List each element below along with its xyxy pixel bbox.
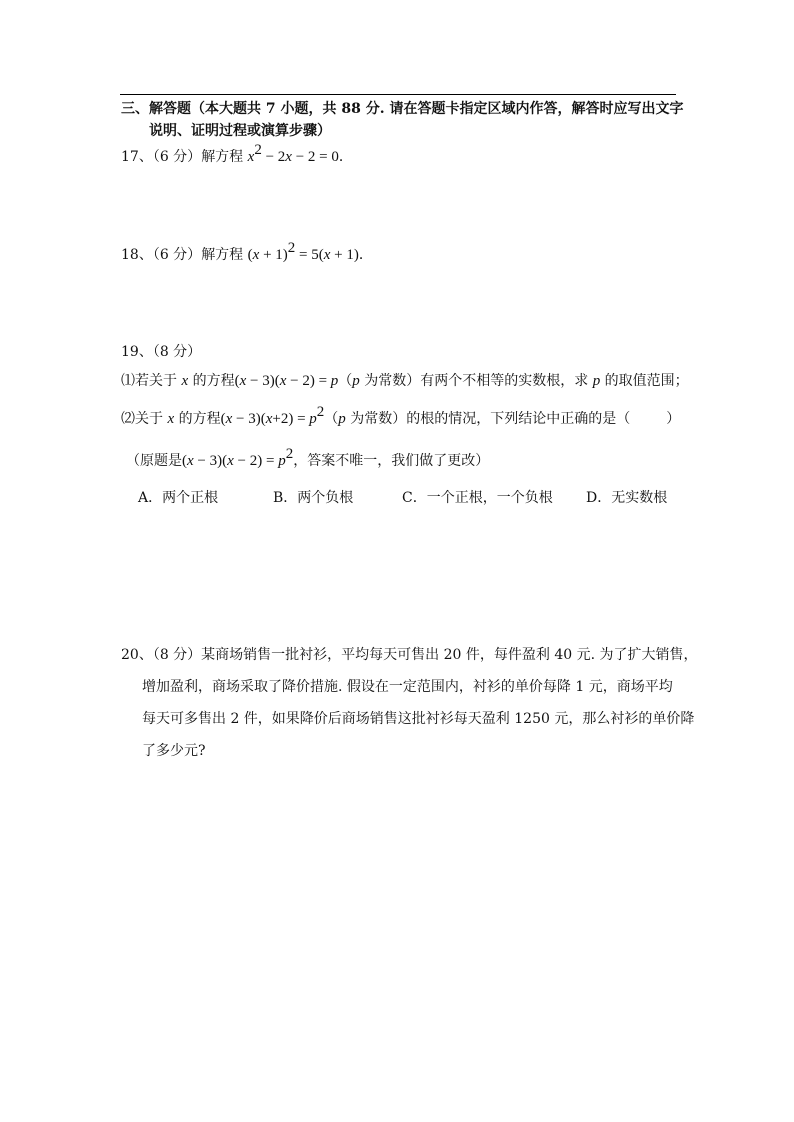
question-19-note: （原题是$(x - 3)(x - 2) = p^2$，答案不唯一，我们做了更改） — [126, 446, 490, 469]
option-c: C．一个正根，一个负根 — [402, 490, 553, 506]
option-b: B．两个负根 — [273, 490, 354, 506]
question-20-line4: 了多少元? — [142, 743, 206, 759]
question-17: 17、（6 分）解方程 $x^2 - 2x - 2 = 0$． — [121, 142, 353, 165]
question-18: 18、（6 分）解方程 $(x + 1)^2 = 5(x + 1)$． — [121, 240, 373, 263]
question-20-line2: 增加盈利，商场采取了降价措施. 假设在一定范围内，衬衫的单价每降 1 元，商场平均 — [142, 679, 673, 695]
question-19-part1: ⑴若关于 x 的方程(x − 3)(x − 2) = p（p 为常数）有两个不相等的实数根，求 p 的取值范围； — [121, 373, 689, 389]
question-19-part2: ⑵关于 x 的方程$(x - 3)(x+2) = p^2(p$ 为常数）的根的情况，下列结论中正确的是（ ） — [121, 404, 681, 427]
top-rule — [120, 94, 676, 95]
section-heading-line2: 说明、证明过程或演算步骤） — [149, 123, 331, 139]
option-a: A．两个正根 — [138, 490, 219, 506]
question-19-header: 19、（8 分） — [121, 344, 202, 360]
question-20-line3: 每天可多售出 2 件，如果降价后商场销售这批衬衫每天盈利 1250 元，那么衬衫的单价降 — [142, 711, 695, 727]
option-d: D．无实数根 — [586, 490, 668, 506]
section-heading-line1: 三、解答题（本大题共 7 小题，共 88 分. 请在答题卡指定区域内作答，解答时应写出文字 — [121, 101, 684, 117]
question-20-line1: 20、（8 分）某商场销售一批衬衫，平均每天可售出 20 件，每件盈利 40 元. 为了扩大销售， — [121, 647, 698, 663]
